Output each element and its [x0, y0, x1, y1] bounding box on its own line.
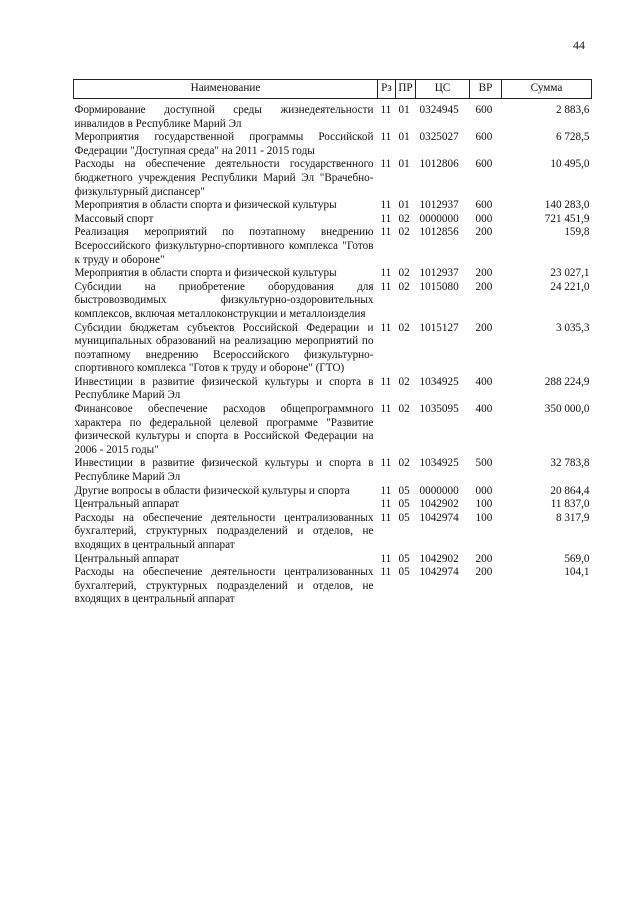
table-row — [74, 199, 592, 213]
row-name: Инвестиции в развитие физической культуры и спорта в Республике Марий Эл — [74, 375, 374, 402]
row-rz: 11 — [380, 104, 392, 116]
row-sum: 6 728,5 — [555, 131, 590, 144]
row-pr: 01 — [398, 131, 410, 144]
table-row — [74, 226, 592, 267]
table-row — [74, 281, 592, 322]
row-name: Мероприятия в области спорта и физической культуры — [74, 267, 337, 280]
row-pr: 05 — [398, 552, 410, 565]
row-pr: 02 — [398, 212, 410, 225]
row-vr: 100 — [475, 511, 493, 524]
row-name: Расходы на обеспечение деятельности централизованных бухгалтерий, структурных подразделений и отделов, не входящих в центральный аппарат — [74, 511, 374, 551]
row-name: Центральный аппарат — [74, 498, 180, 511]
row-cs: 0325027 — [419, 131, 459, 144]
row-rz: 11 — [380, 321, 392, 334]
header-row — [74, 80, 592, 99]
row-rz: 11 — [380, 199, 392, 212]
table-body — [74, 99, 592, 607]
row-pr: 01 — [398, 199, 410, 212]
table-row — [74, 213, 592, 227]
row-name: Реализация мероприятий по поэтапному внедрению Всероссийского физкультурно-спортивного комплекса "Готов к труду и обороне" — [74, 226, 374, 266]
row-rz: 11 — [380, 158, 392, 171]
row-name: Расходы на обеспечение деятельности государственного бюджетного учреждения Республики Марий Эл "Врачебно-физкультурный диспансер" — [74, 158, 374, 198]
row-rz: 11 — [380, 552, 392, 565]
table-row — [74, 498, 592, 512]
row-name: Инвестиции в развитие физической культуры и спорта в Республике Марий Эл — [74, 457, 374, 484]
row-cs: 0324945 — [419, 104, 459, 116]
row-name: Мероприятия в области спорта и физической культуры — [74, 199, 337, 212]
header-sum: Сумма — [502, 80, 592, 99]
row-pr: 02 — [398, 375, 410, 388]
row-sum: 32 783,8 — [550, 457, 590, 470]
row-sum: 159,8 — [564, 226, 590, 239]
row-pr: 02 — [398, 321, 410, 334]
row-vr: 600 — [475, 158, 493, 171]
row-sum: 11 837,0 — [550, 498, 590, 511]
row-sum: 140 283,0 — [544, 199, 590, 212]
row-vr: 000 — [475, 212, 493, 225]
row-name: Финансовое обеспечение расходов общепрограммного характера по федеральной целевой программе "Развитие физической культуры и спорта в Российской Федерации на 2006 - 2015 годы" — [74, 403, 374, 456]
row-name: Формирование доступной среды жизнедеятельности инвалидов в Республике Марий Эл — [74, 104, 374, 130]
row-name: Субсидии на приобретение оборудования для быстровозводимых физкультурно-оздоровительных комплексов, включая металлоконструкции и металлоизделия — [74, 280, 374, 320]
row-cs: 1015080 — [419, 280, 459, 293]
row-pr: 02 — [398, 403, 410, 416]
row-name: Субсидии бюджетам субъектов Российской Федерации и муниципальных образований на реализацию мероприятий по поэтапному внедрению Всероссийского физкультурно-спортивного комплекса "Готов к труду и обороне" (ГТО) — [74, 321, 374, 375]
row-pr: 02 — [398, 267, 410, 280]
row-sum: 3 035,3 — [555, 321, 590, 334]
row-sum: 350 000,0 — [544, 403, 590, 416]
row-pr: 05 — [398, 498, 410, 511]
row-cs: 1035095 — [419, 403, 459, 416]
row-cs: 1015127 — [419, 321, 459, 334]
row-sum: 23 027,1 — [550, 267, 590, 280]
row-cs: 1042902 — [419, 498, 459, 511]
row-sum: 24 221,0 — [550, 280, 590, 293]
table-row — [74, 99, 592, 132]
row-pr: 05 — [398, 566, 410, 579]
row-sum: 8 317,9 — [555, 511, 590, 524]
row-sum: 288 224,9 — [544, 375, 590, 388]
row-pr: 05 — [398, 511, 410, 524]
table-row — [74, 485, 592, 499]
row-pr: 01 — [398, 158, 410, 171]
row-rz: 11 — [380, 457, 392, 470]
row-rz: 11 — [380, 511, 392, 524]
header-rz: Рз — [378, 80, 396, 99]
row-cs: 0000000 — [419, 484, 459, 497]
table-row — [74, 267, 592, 281]
row-vr: 100 — [475, 498, 493, 511]
row-sum: 721 451,9 — [544, 212, 590, 225]
header-cs: ЦС — [416, 80, 470, 99]
row-name: Другие вопросы в области физической культуры и спорта — [74, 484, 350, 497]
row-name: Массовый спорт — [74, 212, 154, 225]
row-vr: 200 — [475, 280, 493, 293]
row-cs: 1012937 — [419, 267, 459, 280]
table-row — [74, 566, 592, 607]
row-rz: 11 — [380, 403, 392, 416]
page-number: 44 — [573, 38, 585, 52]
row-vr: 200 — [475, 552, 493, 565]
budget-table — [73, 79, 592, 607]
row-vr: 400 — [475, 375, 493, 388]
table-row — [74, 553, 592, 567]
table-row — [74, 512, 592, 553]
row-cs: 1042974 — [419, 511, 459, 524]
row-cs: 0000000 — [419, 212, 459, 225]
row-vr: 400 — [475, 403, 493, 416]
row-vr: 200 — [475, 267, 493, 280]
row-vr: 200 — [475, 566, 493, 579]
row-vr: 600 — [475, 199, 493, 212]
row-sum: 104,1 — [564, 566, 590, 579]
row-cs: 1042974 — [419, 566, 459, 579]
row-vr: 600 — [475, 131, 493, 144]
header-pr: ПР — [396, 80, 416, 99]
table-row — [74, 376, 592, 403]
row-name: Мероприятия государственной программы Российской Федерации "Доступная среда" на 2011 - 2015 годы — [74, 131, 374, 157]
row-cs: 1034925 — [419, 375, 459, 388]
row-rz: 11 — [380, 566, 392, 579]
row-pr: 02 — [398, 280, 410, 293]
row-name: Расходы на обеспечение деятельности централизованных бухгалтерий, структурных подразделений и отделов, не входящих в центральный аппарат — [74, 566, 374, 606]
row-pr: 02 — [398, 226, 410, 239]
row-rz: 11 — [380, 212, 392, 225]
table-row — [74, 131, 592, 158]
row-rz: 11 — [380, 484, 392, 497]
row-pr: 05 — [398, 484, 410, 497]
row-name: Центральный аппарат — [74, 552, 180, 565]
row-vr: 200 — [475, 226, 493, 239]
row-cs: 1012806 — [419, 158, 459, 171]
table-row — [74, 322, 592, 376]
table-row — [74, 403, 592, 457]
table-row — [74, 158, 592, 199]
row-rz: 11 — [380, 226, 392, 239]
row-cs: 1042902 — [419, 552, 459, 565]
header-vr: ВР — [470, 80, 502, 99]
row-vr: 000 — [475, 484, 493, 497]
row-rz: 11 — [380, 131, 392, 144]
row-pr: 02 — [398, 457, 410, 470]
row-sum: 569,0 — [564, 552, 590, 565]
row-vr: 600 — [475, 104, 493, 116]
row-cs: 1012937 — [419, 199, 459, 212]
table-row — [74, 457, 592, 484]
row-vr: 500 — [475, 457, 493, 470]
row-cs: 1012856 — [419, 226, 459, 239]
row-rz: 11 — [380, 267, 392, 280]
table-header — [74, 80, 592, 99]
row-sum: 10 495,0 — [550, 158, 590, 171]
row-pr: 01 — [398, 104, 410, 116]
row-vr: 200 — [475, 321, 493, 334]
row-rz: 11 — [380, 498, 392, 511]
row-sum: 20 864,4 — [550, 484, 590, 497]
row-sum: 2 883,6 — [555, 104, 590, 116]
header-name: Наименование — [74, 80, 378, 99]
row-rz: 11 — [380, 375, 392, 388]
row-cs: 1034925 — [419, 457, 459, 470]
row-rz: 11 — [380, 280, 392, 293]
